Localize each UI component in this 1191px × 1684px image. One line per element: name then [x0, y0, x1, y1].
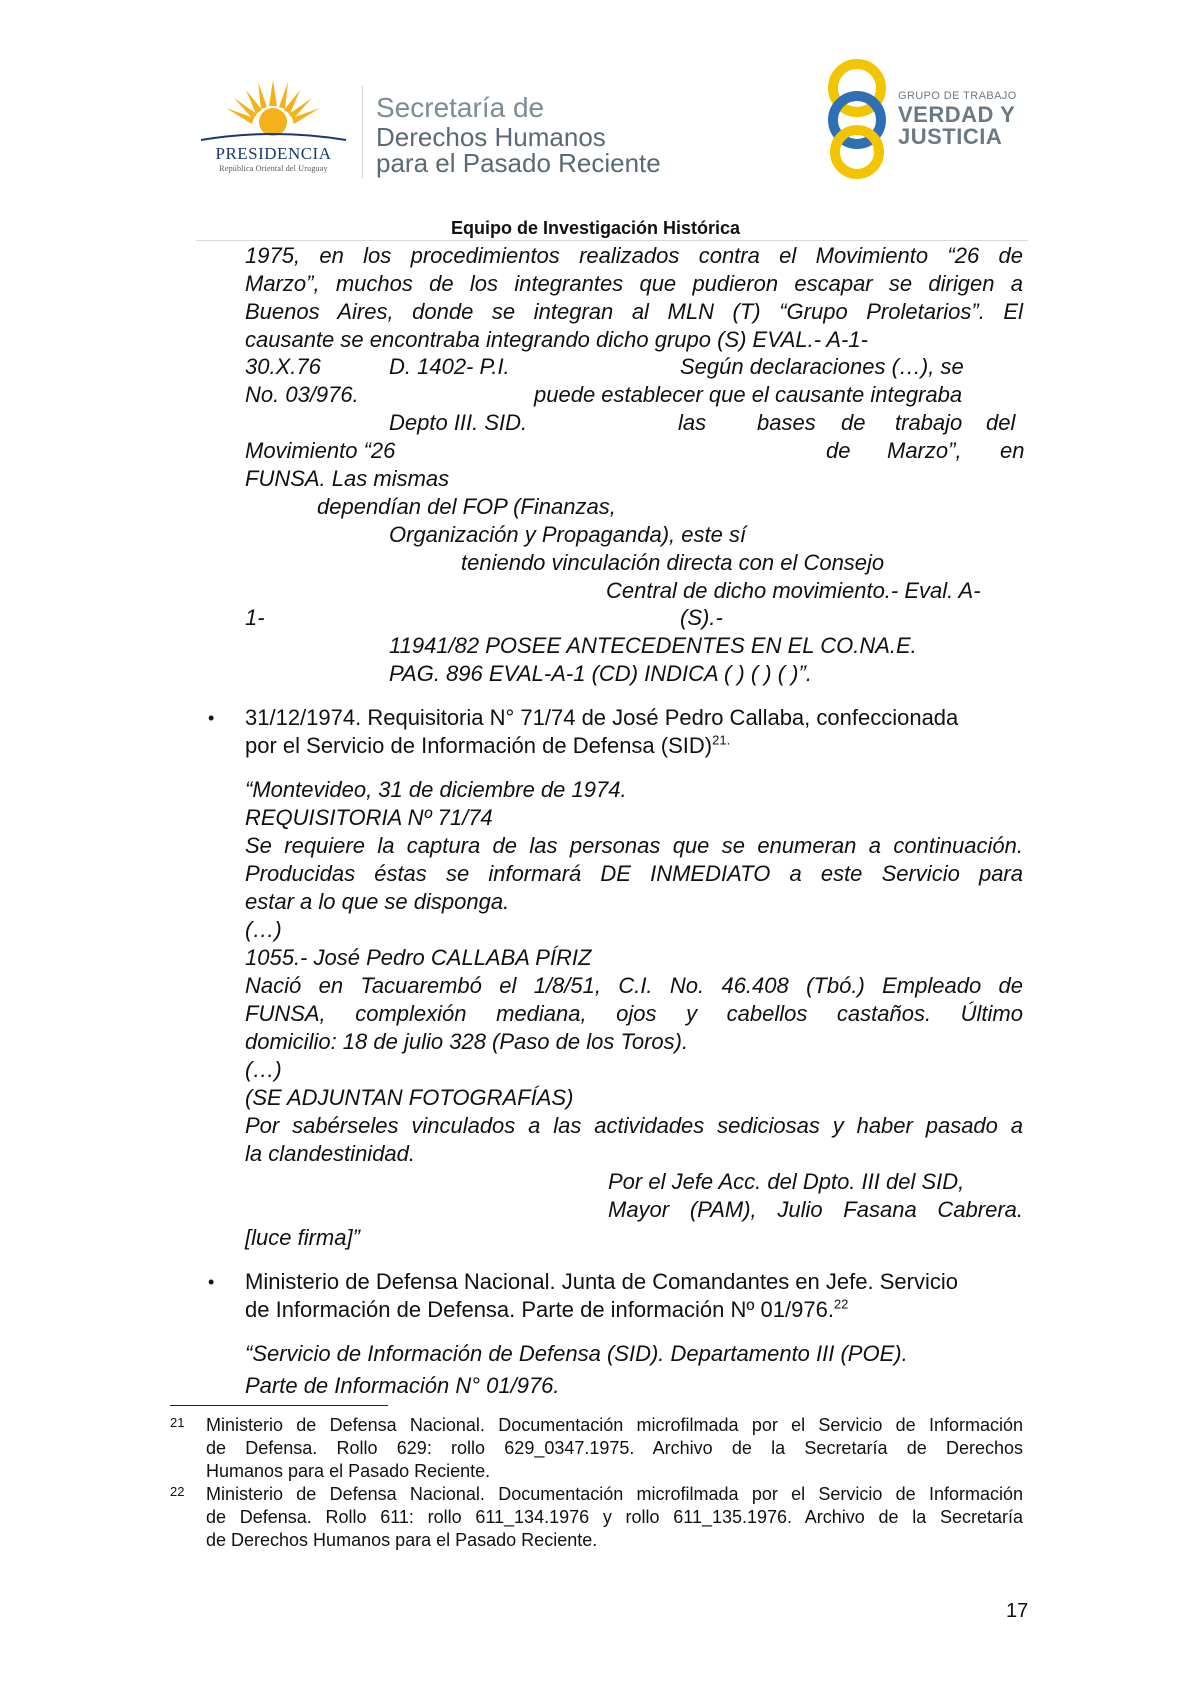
- footnote-line: de Derechos Humanos para el Pasado Reciente.: [206, 1530, 598, 1550]
- secretaria-line1: Secretaría de: [376, 92, 545, 123]
- interlocked-rings-icon: [822, 58, 892, 180]
- footnote-line: Ministerio de Defensa Nacional. Documentación microfilmada por el Servicio de Información: [206, 1415, 1023, 1435]
- quote1-signature: Por el Jefe Acc. del Dpto. III del SID,: [608, 1169, 965, 1194]
- quote1-signature-note: [luce firma]”: [245, 1225, 360, 1250]
- footnote-ref-22[interactable]: 22: [833, 1296, 849, 1312]
- block1-text: Organización y Propaganda), este sí: [389, 522, 747, 547]
- block1-text: 11941/82 POSEE ANTECEDENTES EN EL CO.NA.E.: [389, 633, 917, 658]
- footnote-line: de Defensa. Rollo 611: rollo 611_134.1976 y rollo 611_135.1976. Archivo de la Secretaría: [206, 1507, 1023, 1527]
- block1-text: bases: [757, 410, 816, 435]
- sun-icon: [196, 78, 351, 144]
- bullet1-line1: 31/12/1974. Requisitoria N° 71/74 de José Pedro Callaba, confeccionada: [245, 705, 959, 730]
- quote1-line: Por sabérseles vinculados a las actividades sediciosas y haber pasado a: [245, 1113, 1023, 1138]
- block1-text: puede establecer que el causante integraba: [534, 382, 963, 407]
- bullet1-line2: [245, 732, 730, 760]
- bullet2-text: de Información de Defensa. Parte de información Nº 01/976.: [245, 1297, 834, 1322]
- bullet-marker: •: [208, 708, 215, 728]
- block1-text: teniendo vinculación directa con el Consejo: [461, 550, 885, 575]
- block1-text: Central de dicho movimiento.- Eval. A-: [606, 578, 981, 603]
- footnote-ref-21[interactable]: 21.: [712, 732, 731, 748]
- grupo-trabajo-logo: [822, 58, 892, 180]
- block1-text: en: [1000, 438, 1025, 463]
- block1-text: 1-: [245, 605, 265, 630]
- block1-text: de: [841, 410, 866, 435]
- secretaria-line3: para el Pasado Reciente: [376, 148, 661, 178]
- block1-text: Marzo”,: [887, 438, 962, 463]
- block1-text: trabajo: [895, 410, 963, 435]
- block1-text: D. 1402- P.I.: [389, 354, 510, 379]
- block1-text: Movimiento “26: [245, 438, 396, 463]
- footnote-rule: [170, 1405, 388, 1406]
- footnote-number: 22: [170, 1484, 185, 1499]
- quote1-line: (…): [245, 1057, 282, 1082]
- block1-line: Buenos Aires, donde se integran al MLN (T) “Grupo Proletarios”. El: [245, 299, 1023, 324]
- block1-text: PAG. 896 EVAL-A-1 (CD) INDICA ( ) ( ) ( )”.: [389, 661, 812, 686]
- block1-text: dependían del FOP (Finanzas,: [317, 494, 616, 519]
- grupo-line1: GRUPO DE TRABAJO: [898, 90, 1017, 102]
- secretaria-line2: Derechos Humanos: [376, 122, 606, 152]
- block1-text: Depto III. SID.: [389, 410, 528, 435]
- block1-text: Según declaraciones (…), se: [680, 354, 964, 379]
- block1-text: (S).-: [680, 605, 723, 630]
- block1-text: FUNSA. Las mismas: [245, 466, 450, 491]
- quote1-line: la clandestinidad.: [245, 1141, 416, 1166]
- quote1-line: REQUISITORIA Nº 71/74: [245, 805, 493, 830]
- block1-line: causante se encontraba integrando dicho grupo (S) EVAL.- A-1-: [245, 327, 868, 352]
- grupo-line3: JUSTICIA: [898, 124, 1003, 149]
- footnote-line: Humanos para el Pasado Reciente.: [206, 1461, 491, 1481]
- team-title: Equipo de Investigación Histórica: [450, 218, 741, 238]
- quote1-line: Producidas éstas se informará DE INMEDIATO a este Servicio para: [245, 861, 1023, 886]
- quote1-line: domicilio: 18 de julio 328 (Paso de los Toros).: [245, 1029, 689, 1054]
- header-rule: [196, 240, 1028, 241]
- grupo-line2: VERDAD Y: [898, 102, 1016, 127]
- quote1-line: 1055.- José Pedro CALLABA PÍRIZ: [245, 945, 592, 970]
- quote1-line: Se requiere la captura de las personas que se enumeran a continuación.: [245, 833, 1023, 858]
- footnote-number: 21: [170, 1415, 185, 1430]
- presidencia-subtitle: República Oriental del Uruguay: [219, 164, 328, 173]
- footnote-line: de Defensa. Rollo 629: rollo 629_0347.1975. Archivo de la Secretaría de Derechos: [206, 1438, 1023, 1458]
- bullet2-line1: Ministerio de Defensa Nacional. Junta de Comandantes en Jefe. Servicio: [245, 1269, 958, 1294]
- logo-divider: [362, 86, 363, 178]
- page-number: 17: [1006, 1600, 1029, 1622]
- quote1-line: (…): [245, 917, 282, 942]
- quote1-line: (SE ADJUNTAN FOTOGRAFÍAS): [245, 1085, 574, 1110]
- quote1-line: Nació en Tacuarembó el 1/8/51, C.I. No. 46.408 (Tbó.) Empleado de: [245, 973, 1023, 998]
- footnote-line: Ministerio de Defensa Nacional. Documentación microfilmada por el Servicio de Información: [206, 1484, 1023, 1504]
- quote1-line: estar a lo que se disponga.: [245, 889, 510, 914]
- presidencia-name: PRESIDENCIA: [215, 144, 332, 163]
- block1-line: Marzo”, muchos de los integrantes que pudieron escapar se dirigen a: [245, 271, 1023, 296]
- block1-text: del: [986, 410, 1016, 435]
- quote1-line: “Montevideo, 31 de diciembre de 1974.: [245, 777, 627, 802]
- quote1-signature: Mayor (PAM), Julio Fasana Cabrera.: [608, 1197, 1023, 1222]
- bullet-marker: •: [208, 1272, 215, 1292]
- bullet1-text: por el Servicio de Información de Defensa (SID): [245, 733, 713, 758]
- block1-text: No. 03/976.: [245, 382, 359, 407]
- block1-text: las: [678, 410, 707, 435]
- block1-text: 30.X.76: [245, 354, 321, 379]
- quote2-line1: “Servicio de Información de Defensa (SID). Departamento III (POE).: [245, 1341, 908, 1366]
- quote2-line2: Parte de Información N° 01/976.: [245, 1373, 560, 1398]
- block1-text: de: [826, 438, 851, 463]
- quote1-line: FUNSA, complexión mediana, ojos y cabellos castaños. Último: [245, 1001, 1023, 1026]
- bullet2-line2: [245, 1296, 848, 1324]
- block1-line: 1975, en los procedimientos realizados contra el Movimiento “26 de: [245, 243, 1023, 268]
